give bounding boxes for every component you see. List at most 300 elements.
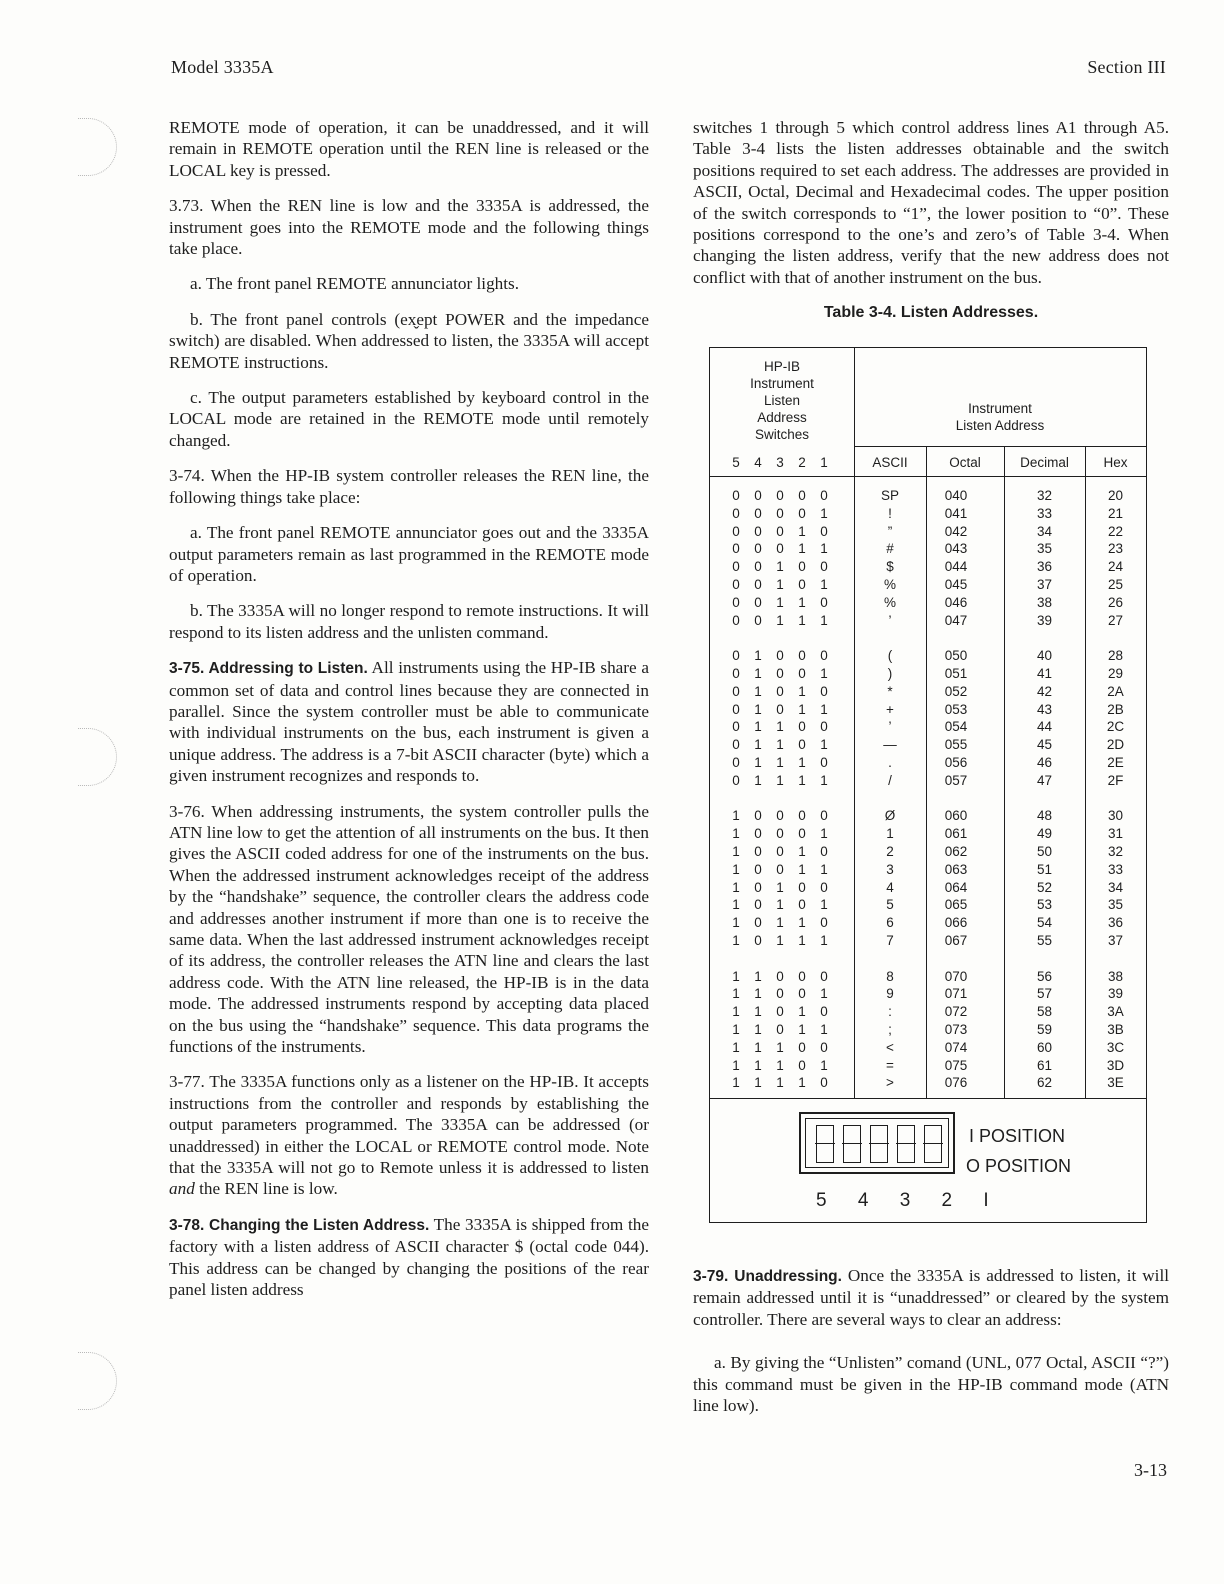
octal-cell: 052 <box>944 683 968 699</box>
switch-bit: 1 <box>776 1039 784 1055</box>
switch-bit: 0 <box>820 648 828 664</box>
switch-bit: 1 <box>820 701 828 717</box>
switch-bit: 1 <box>820 897 828 913</box>
switch-key <box>924 1125 942 1163</box>
switch-bit: 1 <box>776 559 784 575</box>
table-row <box>710 701 1146 719</box>
ascii-cell: ) <box>887 666 893 681</box>
switch-bit: 1 <box>820 826 828 842</box>
switch-bit: 0 <box>820 1039 828 1055</box>
switch-bit: 1 <box>820 577 828 592</box>
paragraph: REMOTE mode of operation, it can be unaddressed, and it will remain in REMOTE operation until the REN line is released or the LOCAL key is pressed. <box>169 118 649 180</box>
switch-bit: 0 <box>776 701 784 717</box>
switch-bit: 1 <box>754 1075 762 1091</box>
octal-cell: 045 <box>944 577 968 592</box>
hex-cell: 32 <box>1107 844 1124 859</box>
switch-bit: 0 <box>732 772 740 788</box>
octal-cell: 073 <box>944 1022 968 1037</box>
switch-bit: 1 <box>732 986 740 1002</box>
decimal-cell: 62 <box>1036 1075 1053 1091</box>
section-heading: 3-78. Changing the Listen Address. <box>169 1216 430 1234</box>
switch-bit: 1 <box>820 737 828 753</box>
switch-bit: 0 <box>754 808 762 824</box>
switch-bit: 1 <box>754 1039 762 1055</box>
hex-cell: 39 <box>1107 986 1124 1002</box>
switch-bit: 1 <box>820 612 828 628</box>
switch-bit: 0 <box>776 968 784 984</box>
decimal-cell: 36 <box>1036 559 1053 575</box>
switch-bit: 1 <box>754 755 762 770</box>
switch-bit: 1 <box>776 737 784 753</box>
octal-cell: 063 <box>944 861 968 877</box>
switch-bit: 0 <box>732 719 740 735</box>
ascii-cell: > <box>886 1075 894 1091</box>
decimal-cell: 37 <box>1036 577 1053 592</box>
switch-bit: 1 <box>776 915 784 931</box>
switch-bit: 0 <box>776 648 784 664</box>
ascii-cell: 3 <box>886 861 894 877</box>
switch-bit: 0 <box>776 505 784 521</box>
table-row <box>710 807 1146 825</box>
ascii-cell: 5 <box>886 897 894 913</box>
switch-header: HP-IB Instrument Listen Address Switches <box>750 359 814 442</box>
ascii-cell: — <box>883 737 897 753</box>
decimal-cell: 57 <box>1036 986 1053 1002</box>
switch-bit: 0 <box>732 523 740 539</box>
switch-bit: 1 <box>776 1057 784 1073</box>
switch-bit: 1 <box>798 612 806 628</box>
switch-bit: 0 <box>732 648 740 664</box>
table-row <box>710 718 1146 736</box>
switch-bit: 1 <box>732 808 740 824</box>
switch-bit: 1 <box>820 772 828 788</box>
table-row <box>710 896 1146 914</box>
paragraph: 3-76. When addressing instruments, the system controller pulls the ATN line low to get the attention of all instruments on the bus. It then gives the ASCII coded address for one of the instruments on the bus. When the addressed instrument acknowledges receipt of the address by the “handshake” sequence, the controller clears the address code and addresses another instrument if more than one is to receive the same data. When the last addressed instrument acknowledges receipt of its address, the controller releases the ATN line and clears the last address code. With the ATN line released, the HP-IB is in the data mode. The addressed instruments respond by accepting data placed on the bus using the “handshake” sequence. This data programs the functions of the instruments. <box>169 801 649 1057</box>
switch-bit: 1 <box>732 1057 740 1073</box>
switch-bit: 1 <box>776 933 784 948</box>
switch-bit: 0 <box>776 523 784 539</box>
switch-bit: 0 <box>820 844 828 859</box>
octal-cell: 053 <box>944 701 968 717</box>
decimal-cell: 45 <box>1036 737 1053 753</box>
switch-bit: 0 <box>798 488 806 503</box>
hex-cell: 31 <box>1107 826 1124 842</box>
octal-cell: 041 <box>944 505 968 521</box>
switch-bit: 0 <box>798 737 806 753</box>
switch-bit: 1 <box>798 1022 806 1037</box>
hex-cell: 36 <box>1107 915 1124 931</box>
hex-cell: 33 <box>1107 861 1124 877</box>
header-model: Model 3335A <box>171 57 274 77</box>
table-row <box>710 683 1146 701</box>
right-column <box>693 117 1169 328</box>
table-row <box>710 736 1146 754</box>
punch-hole-mark <box>78 118 117 176</box>
section-heading: 3-75. Addressing to Listen. <box>169 660 368 678</box>
switch-bit: 1 <box>732 844 740 859</box>
switch-number-labels: 5 4 3 2 I <box>816 1190 1002 1211</box>
switch-bit: 0 <box>776 808 784 824</box>
table-row <box>710 540 1146 558</box>
switch-bit: 1 <box>798 1075 806 1091</box>
switch-bit: 1 <box>776 1075 784 1091</box>
switch-bit: 1 <box>776 772 784 788</box>
switch-bit: 1 <box>754 666 762 681</box>
table-row <box>710 576 1146 594</box>
switch-bit: 1 <box>798 541 806 557</box>
decimal-cell: 41 <box>1036 666 1053 681</box>
switch-bit: 0 <box>732 594 740 610</box>
list-item: b. The front panel controls (ex̬ept POWER and the impedance switch) are disabled. When addressed to listen, the 3335A will accept REMOTE instructions. <box>169 309 649 372</box>
switch-bit: 1 <box>798 933 806 948</box>
switch-bit: 1 <box>798 861 806 877</box>
table-row <box>710 594 1146 612</box>
switch-bit: 1 <box>754 986 762 1002</box>
decimal-cell: 43 <box>1036 701 1053 717</box>
column-header-octal: Octal <box>949 455 981 470</box>
paragraph: 3-79. Unaddressing. Once the 3335A is addressed to listen, it will remain addressed until it is “unaddressed” or cleared by the system controller. There are several ways to clear an address: <box>693 1266 1169 1329</box>
ascii-cell: Ø <box>884 808 896 824</box>
switch-bit: 0 <box>732 559 740 575</box>
switch-bit: 0 <box>776 541 784 557</box>
switch-diagram <box>710 1098 1146 1222</box>
ascii-cell: ! <box>888 505 892 521</box>
switch-bit: 1 <box>776 612 784 628</box>
switch-bit: 1 <box>754 1004 762 1020</box>
switch-key <box>843 1125 861 1163</box>
octal-cell: 075 <box>944 1057 968 1073</box>
switch-bit: 0 <box>820 755 828 770</box>
ascii-cell: SP <box>880 488 899 503</box>
switch-bit: 1 <box>820 861 828 877</box>
switch-bit: 1 <box>732 915 740 931</box>
switch-bit: 0 <box>776 683 784 699</box>
switch-bit: 0 <box>776 986 784 1002</box>
switch-bit: 0 <box>754 594 762 610</box>
table-row <box>710 968 1146 986</box>
paragraph: 3-74. When the HP-IB system controller releases the REN line, the following things take place: <box>169 466 649 507</box>
switch-bit: 0 <box>820 808 828 824</box>
table-caption: Table 3-4. Listen Addresses. <box>823 304 1039 322</box>
switch-bit: 0 <box>820 879 828 895</box>
switch-bit: 0 <box>798 666 806 681</box>
table-row <box>710 505 1146 523</box>
hex-cell: 27 <box>1107 612 1124 628</box>
switch-bit: 0 <box>798 719 806 735</box>
list-item: a. The front panel REMOTE annunciator lights. <box>190 274 520 294</box>
switch-bit: 0 <box>732 701 740 717</box>
ascii-cell: ’ <box>888 612 892 628</box>
paragraph: 3-75. Addressing to Listen. All instruments using the HP-IB share a common set of data and control lines because they are connected in parallel. Since the system controller must be able to communicate with individual instruments on the bus, each instrument is given a unique address. The address is a 7-bit ASCII character (byte) which a given instrument recognizes and responds to. <box>169 658 649 786</box>
ascii-cell: ; <box>888 1022 892 1037</box>
switch-bit: 1 <box>820 1057 828 1073</box>
octal-cell: 054 <box>944 719 968 735</box>
switch-bit: 0 <box>798 879 806 895</box>
punch-hole-mark <box>78 1352 117 1410</box>
switch-bit: 1 <box>798 915 806 931</box>
table-row <box>710 914 1146 932</box>
switch-bit: 0 <box>754 861 762 877</box>
switch-bit: 1 <box>732 933 740 948</box>
switch-bit: 1 <box>754 968 762 984</box>
decimal-cell: 46 <box>1036 755 1053 770</box>
list-item: c. The output parameters established by keyboard control in the LOCAL mode are retained in the REMOTE mode until remotely changed. <box>169 388 649 450</box>
hex-cell: 37 <box>1107 933 1124 948</box>
left-column <box>169 117 649 1315</box>
decimal-cell: 47 <box>1036 772 1053 788</box>
table-row <box>710 932 1146 950</box>
switch-bit: 0 <box>754 612 762 628</box>
page-number: 3-13 <box>1134 1460 1167 1480</box>
octal-cell: 040 <box>944 488 968 503</box>
ascii-cell: # <box>886 541 894 557</box>
hex-cell: 3D <box>1106 1057 1125 1073</box>
decimal-cell: 40 <box>1036 648 1053 664</box>
list-item: b. The 3335A will no longer respond to remote instructions. It will respond to its listen address and the unlisten command. <box>169 601 649 642</box>
octal-cell: 074 <box>944 1039 968 1055</box>
table-row <box>710 861 1146 879</box>
switch-bit: 0 <box>798 897 806 913</box>
switch-bit: 0 <box>732 683 740 699</box>
ascii-cell: + <box>886 701 894 717</box>
hex-cell: 3E <box>1107 1075 1124 1091</box>
switch-bit: 0 <box>754 844 762 859</box>
ascii-cell: 8 <box>886 968 894 984</box>
ascii-cell: . <box>888 755 892 770</box>
paragraph: 3-78. Changing the Listen Address. The 3335A is shipped from the factory with a listen address of ASCII character $ (octal code 044). This address can be changed by changing the positions of the rear panel listen address <box>169 1214 649 1300</box>
paragraph: switches 1 through 5 which control address lines A1 through A5. Table 3-4 lists the listen addresses obtainable and the switch positions required to set each address. The addresses are provided in ASCII, Octal, Decimal and Hexadecimal codes. The upper position of the switch corresponds to “1”, the lower position to “0”. These positions correspond to the one’s and zero’s of Table 3-4. When changing the listen address, verify that the new address does not conflict with that of another instrument on the bus. <box>693 118 1169 287</box>
hex-cell: 2D <box>1106 737 1125 753</box>
hex-cell: 35 <box>1107 897 1124 913</box>
right-column-lower <box>693 1265 1169 1430</box>
switch-bit: 0 <box>732 737 740 753</box>
switch-bit: 0 <box>820 968 828 984</box>
switch-bit: 0 <box>798 986 806 1002</box>
hex-cell: 2F <box>1107 772 1124 788</box>
table-row <box>710 825 1146 843</box>
hex-cell: 30 <box>1107 808 1124 824</box>
switch-bit: 1 <box>820 933 828 948</box>
decimal-cell: 49 <box>1036 826 1053 842</box>
hex-cell: 23 <box>1107 541 1124 557</box>
decimal-cell: 42 <box>1036 683 1053 699</box>
list-item: a. The front panel REMOTE annunciator goes out and the 3335A output parameters remain as last programmed in the REMOTE mode of operation. <box>169 523 649 585</box>
octal-cell: 057 <box>944 772 968 788</box>
switch-bit: 1 <box>798 1004 806 1020</box>
switch-bit: 0 <box>732 577 740 592</box>
decimal-cell: 48 <box>1036 808 1053 824</box>
octal-cell: 076 <box>944 1075 968 1091</box>
switch-bit: 0 <box>754 933 762 948</box>
switch-bit: 1 <box>732 879 740 895</box>
switch-bit: 0 <box>820 683 828 699</box>
octal-cell: 070 <box>944 968 968 984</box>
table-row <box>710 1003 1146 1021</box>
switch-bit: 0 <box>820 559 828 575</box>
octal-cell: 042 <box>944 523 968 539</box>
switch-block <box>799 1112 955 1174</box>
switch-bit: 0 <box>732 541 740 557</box>
switch-bit: 1 <box>732 1022 740 1037</box>
hex-cell: 21 <box>1107 505 1124 521</box>
address-header: Instrument Listen Address <box>955 401 1045 433</box>
hex-cell: 26 <box>1107 594 1124 610</box>
switch-key <box>897 1125 915 1163</box>
switch-bit: 0 <box>732 666 740 681</box>
switch-bit: 0 <box>732 755 740 770</box>
switch-bit: 0 <box>798 1057 806 1073</box>
switch-bit: 1 <box>798 844 806 859</box>
table-row <box>710 647 1146 665</box>
switch-bit: 1 <box>732 1039 740 1055</box>
decimal-cell: 56 <box>1036 968 1053 984</box>
switch-bit: 1 <box>754 719 762 735</box>
switch-bit: 0 <box>798 505 806 521</box>
decimal-cell: 38 <box>1036 594 1053 610</box>
switch-bit: 1 <box>820 1022 828 1037</box>
switch-bit: 0 <box>798 648 806 664</box>
octal-cell: 051 <box>944 666 968 681</box>
switch-bit: 0 <box>754 488 762 503</box>
decimal-cell: 55 <box>1036 933 1053 948</box>
switch-bit: 1 <box>754 648 762 664</box>
paragraph: 3.73. When the REN line is low and the 3335A is addressed, the instrument goes into the REMOTE mode and the following things take place. <box>169 196 649 259</box>
hex-cell: 2A <box>1107 683 1124 699</box>
switch-bit: 0 <box>754 559 762 575</box>
octal-cell: 046 <box>944 594 968 610</box>
switch-bit: 1 <box>820 541 828 557</box>
octal-cell: 044 <box>944 559 968 575</box>
decimal-cell: 39 <box>1036 612 1053 628</box>
switch-bit: 1 <box>820 666 828 681</box>
switch-bit: 1 <box>754 683 762 699</box>
table-row <box>710 754 1146 772</box>
hex-cell: 22 <box>1107 523 1124 539</box>
switch-bit: 0 <box>732 488 740 503</box>
ascii-cell: 1 <box>886 826 894 842</box>
switch-bit: 0 <box>798 808 806 824</box>
ascii-cell: % <box>883 577 896 592</box>
switch-bit: 0 <box>798 1039 806 1055</box>
switch-key <box>816 1125 834 1163</box>
hex-cell: 3A <box>1107 1004 1124 1020</box>
switch-bit: 1 <box>754 1022 762 1037</box>
switch-bit: 0 <box>820 594 828 610</box>
switch-bit: 0 <box>820 1004 828 1020</box>
switch-bit: 0 <box>798 968 806 984</box>
switch-bit: 1 <box>798 701 806 717</box>
switch-bit: 0 <box>754 541 762 557</box>
switch-bit: 1 <box>732 897 740 913</box>
switch-bit: 1 <box>754 737 762 753</box>
switch-bit: 1 <box>776 594 784 610</box>
switch-bit: 0 <box>732 505 740 521</box>
switch-bit: 1 <box>776 577 784 592</box>
switch-bit: 1 <box>754 772 762 788</box>
decimal-cell: 32 <box>1036 488 1053 503</box>
switch-bit: 0 <box>776 488 784 503</box>
decimal-cell: 61 <box>1036 1057 1053 1073</box>
switch-bit: 1 <box>820 505 828 521</box>
octal-cell: 071 <box>944 986 968 1002</box>
column-header-decimal: Decimal <box>1020 455 1069 470</box>
table-row <box>710 1057 1146 1075</box>
table-row <box>710 1074 1146 1092</box>
switch-bit: 0 <box>754 897 762 913</box>
punch-hole-mark <box>78 728 117 786</box>
hex-cell: 2B <box>1107 701 1124 717</box>
listen-address-table <box>709 347 1147 1223</box>
table-row <box>710 487 1146 505</box>
switch-bit: 0 <box>754 577 762 592</box>
octal-cell: 065 <box>944 897 968 913</box>
octal-cell: 055 <box>944 737 968 753</box>
octal-cell: 066 <box>944 915 968 931</box>
octal-cell: 043 <box>944 541 968 557</box>
switch-bit: 0 <box>776 826 784 842</box>
octal-cell: 047 <box>944 612 968 628</box>
section-heading: 3-79. Unaddressing. <box>693 1268 842 1285</box>
ascii-cell: ’ <box>888 719 892 735</box>
decimal-cell: 54 <box>1036 915 1053 931</box>
hex-cell: 38 <box>1107 968 1124 984</box>
ascii-cell: ” <box>887 523 893 539</box>
octal-cell: 060 <box>944 808 968 824</box>
octal-cell: 050 <box>944 648 968 664</box>
header-section: Section III <box>1087 57 1166 77</box>
table-row <box>710 772 1146 790</box>
switch-bit: 0 <box>820 719 828 735</box>
list-item: a. By giving the “Unlisten” comand (UNL, 077 Octal, ASCII “?”) this command must be given in the HP-IB command mode (ATN line low). <box>693 1353 1169 1416</box>
ascii-cell: / <box>888 772 892 788</box>
switch-bit: 1 <box>732 861 740 877</box>
switch-bit: 0 <box>776 844 784 859</box>
lower-position-label: O POSITION <box>966 1156 1072 1176</box>
hex-cell: 25 <box>1107 577 1124 592</box>
ascii-cell: % <box>883 594 896 610</box>
hex-cell: 20 <box>1107 488 1124 503</box>
paragraph: 3-77. The 3335A functions only as a listener on the HP-IB. It accepts instructions from the controller and responds by establishing the output parameters programmed. The 3335A can be addressed (or unaddressed) in either the LOCAL or REMOTE control mode. Note that the 3335A will not go to Remote unless it is addressed to listen and the REN line is low. <box>169 1072 649 1199</box>
table-row <box>710 879 1146 897</box>
switch-bit: 1 <box>776 755 784 770</box>
table-row <box>710 1039 1146 1057</box>
switch-bit: 0 <box>754 523 762 539</box>
decimal-cell: 34 <box>1036 523 1053 539</box>
switch-bit: 1 <box>820 986 828 1002</box>
switch-bit: 0 <box>732 612 740 628</box>
ascii-cell: ( <box>887 648 893 664</box>
octal-cell: 061 <box>944 826 968 842</box>
switch-bit: 0 <box>754 826 762 842</box>
hex-cell: 3C <box>1106 1039 1125 1055</box>
decimal-cell: 53 <box>1036 897 1053 913</box>
hex-cell: 3B <box>1107 1022 1124 1037</box>
upper-position-label: I POSITION <box>969 1126 1066 1146</box>
switch-bit: 0 <box>820 1075 828 1091</box>
table-row <box>710 1021 1146 1039</box>
decimal-cell: 33 <box>1036 505 1053 521</box>
switch-bit: 0 <box>820 523 828 539</box>
switch-bit: 1 <box>732 1004 740 1020</box>
switch-bit: 1 <box>754 1057 762 1073</box>
switch-bit: 0 <box>820 915 828 931</box>
decimal-cell: 59 <box>1036 1022 1053 1037</box>
ascii-cell: 6 <box>886 915 894 931</box>
switch-bit: 0 <box>754 879 762 895</box>
decimal-cell: 51 <box>1036 861 1053 877</box>
hex-cell: 2C <box>1106 719 1125 735</box>
decimal-cell: 44 <box>1036 719 1053 735</box>
